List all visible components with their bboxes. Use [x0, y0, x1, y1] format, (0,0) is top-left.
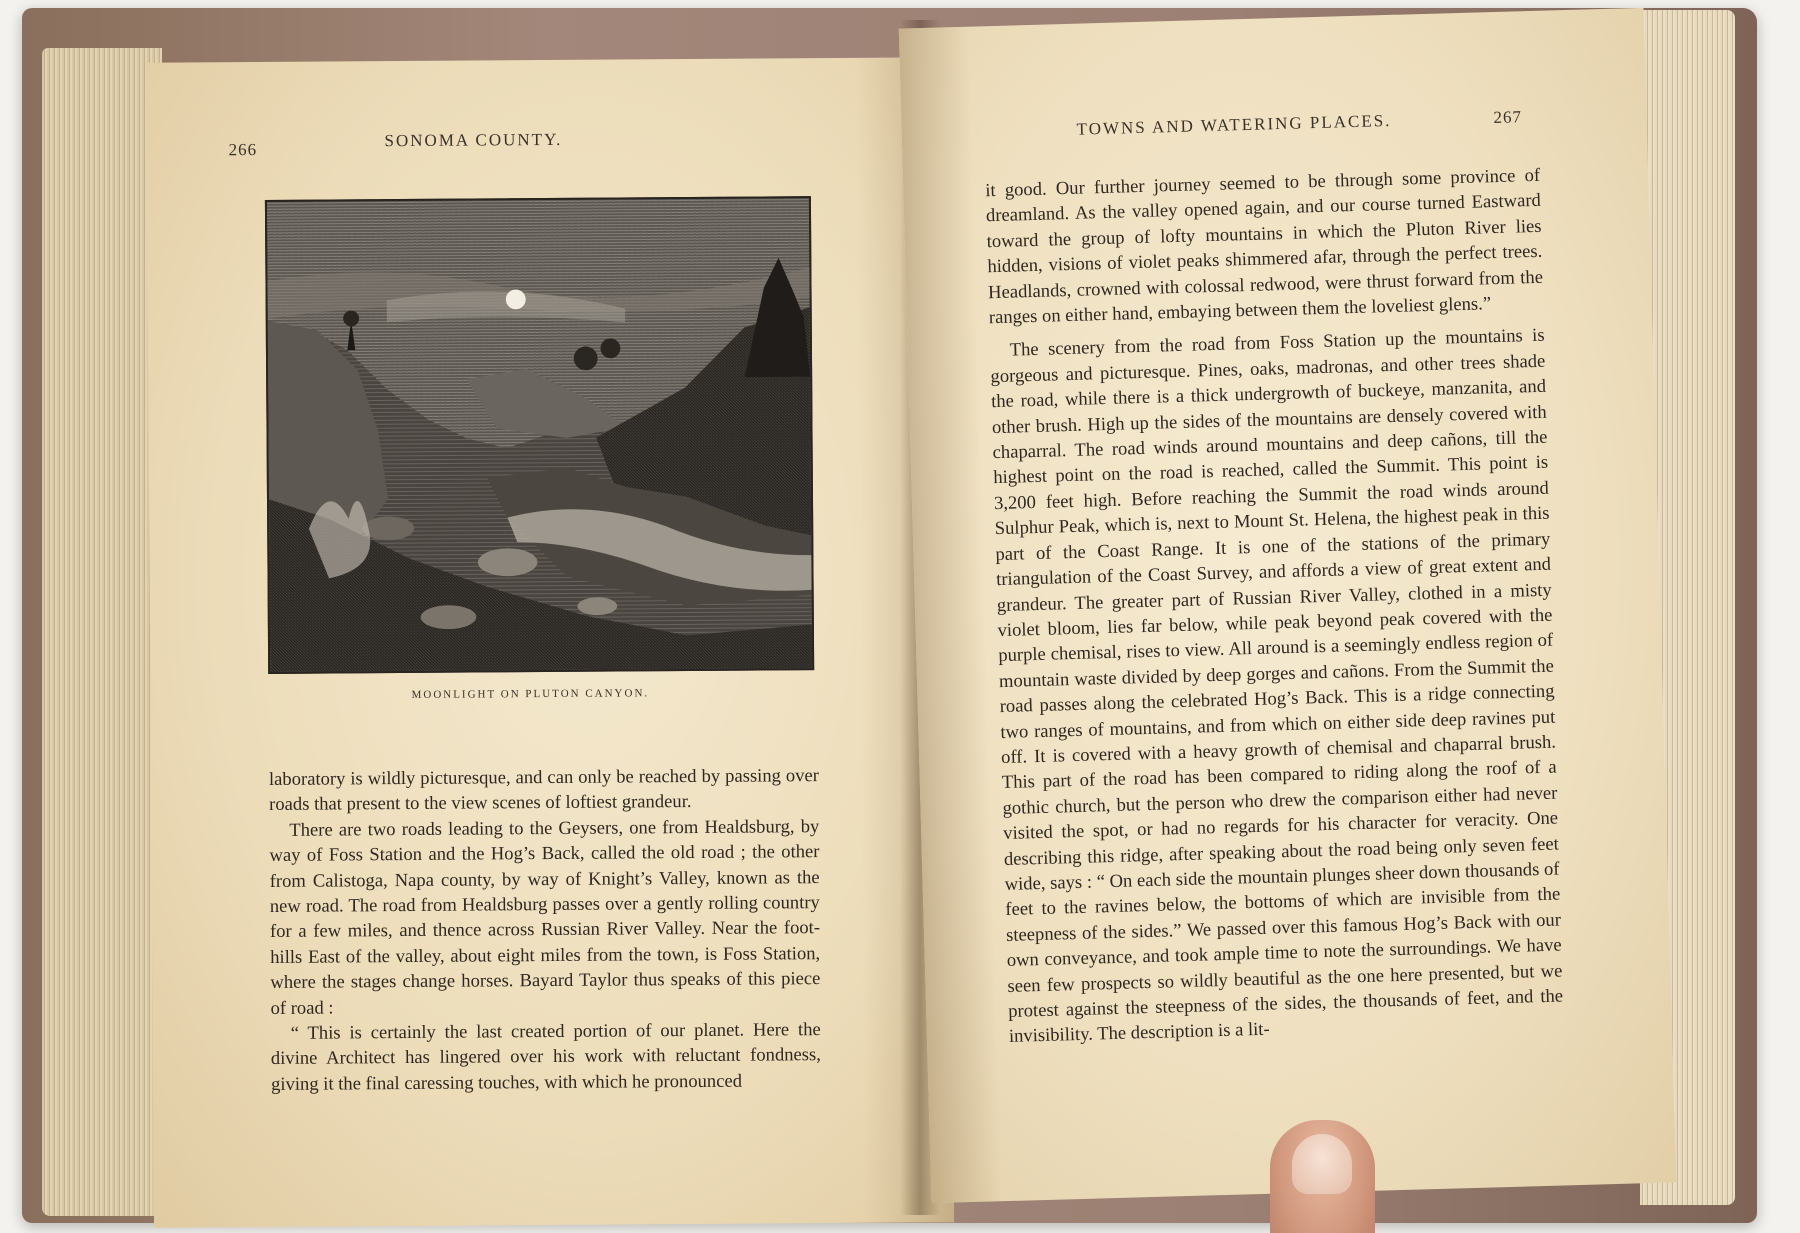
left-page-number: 266	[228, 140, 258, 160]
page-edges-left	[42, 48, 162, 1216]
left-body-text	[269, 763, 821, 1097]
paragraph: “ This is certainly the last created portion of our planet. Here the divine Architect has lingered over his work with reluctant fondness, giving it the final caressing touches, with which he pronounced	[270, 1019, 821, 1095]
moon-icon	[506, 289, 526, 309]
paragraph: The scenery from the road from Foss Station up the mountains is gorgeous and picturesque. Pines, oaks, madronas, and other trees shade the road, while there is a thick undergrowth of buckeye, manzanita, and other brush. High up the sides of the mountains are densely covered with chaparral. The road winds around mountains and deep cañons, till the highest point on the road is reached, called the Summit. This point is 3,200 feet high. Before reaching the Summit the road winds around Sulphur Peak, which is, next to Mount St. Helena, the highest peak in this part of the Coast Range. It is one of the stations of the primary triangulation of the Coast Survey, and affords a view of great extent and grandeur. The greater part of Russian River Valley, clothed in a misty violet bloom, lies far below, while peak beyond peak covered with the purple chemisal, rises to view. All around is a seemingly endless region of mountain waste divided by deep gorges and cañons. From the Summit the road passes along the celebrated Hog’s Back. This is a ridge connecting two ranges of mountains, and from which on either side deep ravines put off. It is covered with a heavy growth of chemisal and chaparral brush. This part of the road has been compared to riding along the roof of a gothic church, but the person who drew the comparison either had never visited the spot, or had no regards for his character for veracity. One describing this ridge, after speaking about the road being only seven feet wide, says : “ On each side the mountain plunges sheer down thousands of feet to the ravines below, the bottoms of which are invisible from the steepness of the sides.” We passed over this famous Hog’s Back with our own conveyance, and took ample time to note the surroundings. We have seen few prospects so wildly beautiful as the one here presented, but we protest against the steepness of the sides, the thousands of feet, and the invisibility. The description is a lit-	[990, 325, 1564, 1048]
left-page	[146, 57, 954, 1228]
moonlit-canyon-engraving	[267, 198, 812, 672]
right-page	[899, 8, 1677, 1203]
right-body-text	[985, 163, 1564, 1050]
right-running-head: TOWNS AND WATERING PLACES.	[1076, 110, 1392, 139]
left-running-head: SONOMA COUNTY.	[384, 129, 563, 151]
thumb-holding-page	[1270, 1120, 1375, 1233]
paragraph: it good. Our further journey seemed to be through some province of dreamland. As the valley opened again, and our course turned Eastward toward the group of lofty mountains in which the Pluton River lies hidden, visions of violet peaks shimmered afar, through the perfect trees. Headlands, crowned with colossal redwood, were thrust forward from the ranges on either hand, embaying between them the loveliest glens.”	[985, 164, 1544, 329]
illustration-caption: MOONLIGHT ON PLUTON CANYON.	[411, 687, 650, 701]
paragraph: There are two roads leading to the Geysers, one from Healdsburg, by way of Foss Station and the Hog’s Back, called the old road ; the other from Calistoga, Napa county, by way of Knight’s Valley, known as the new road. The road from Healdsburg passes over a gently rolling country for a few miles, and thence across Russian River Valley. Near the foot-hills East of the valley, about eight miles from the town, is Foss Station, where the stages change horses. Bayard Taylor thus speaks of this piece of road :	[269, 815, 821, 1019]
thumbnail-nail	[1292, 1134, 1352, 1194]
right-page-number: 267	[1493, 107, 1523, 128]
paragraph: laboratory is wildly picturesque, and can only be reached by passing over roads that present to the view scenes of loftiest grandeur.	[268, 765, 820, 816]
engraving-illustration	[265, 196, 814, 674]
